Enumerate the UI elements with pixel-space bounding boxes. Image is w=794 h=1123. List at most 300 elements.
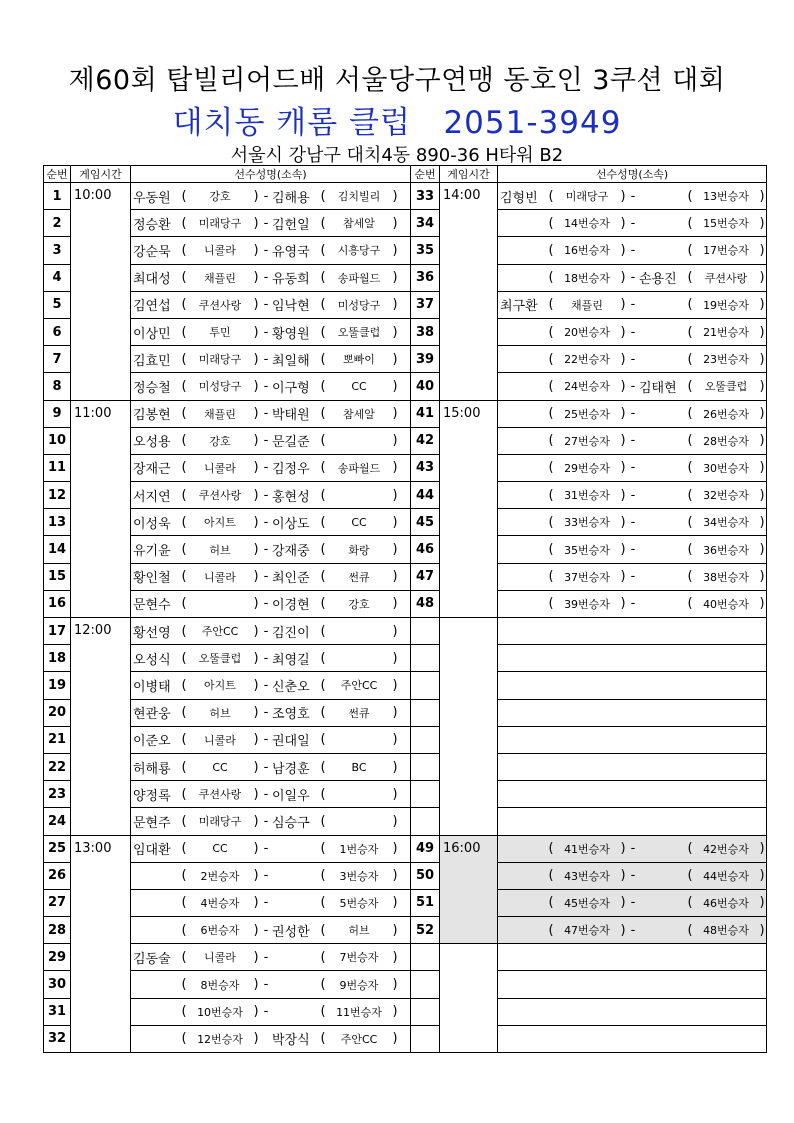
paren-open: ( xyxy=(181,433,187,449)
paren-open: ( xyxy=(320,324,326,340)
player1-club: 47번승자 xyxy=(564,924,610,938)
paren-open: ( xyxy=(548,487,554,503)
table-row xyxy=(411,400,767,427)
paren-open: ( xyxy=(687,596,693,612)
player1-name: 황선영 xyxy=(133,625,171,641)
player2-club: 주안CC xyxy=(340,679,378,693)
paren-open: ( xyxy=(320,215,326,231)
match-number: 27 xyxy=(44,889,71,916)
player-pair xyxy=(500,295,766,314)
paren-open: ( xyxy=(181,623,187,639)
vs-dash: - xyxy=(630,514,636,530)
header-time: 게임시간 xyxy=(71,166,131,183)
paren-close: ) xyxy=(253,705,259,721)
match-players xyxy=(498,264,767,291)
vs-dash: - xyxy=(263,324,269,340)
player1-club: 18번승자 xyxy=(564,271,610,285)
match-number: 49 xyxy=(411,835,440,862)
player2-name: 김진이 xyxy=(272,625,310,641)
player1-name: 이병태 xyxy=(133,679,171,695)
match-number: 32 xyxy=(44,1025,71,1052)
match-number: 43 xyxy=(411,454,440,481)
club-address: 서울시 강남구 대치4동 890-36 H타워 B2 xyxy=(230,145,564,166)
match-number: 11 xyxy=(44,454,71,481)
player1-name: 김연섭 xyxy=(133,299,171,315)
table-row xyxy=(44,835,411,862)
paren-close: ) xyxy=(392,1031,398,1047)
match-players xyxy=(498,971,767,998)
player-pair xyxy=(133,567,410,586)
match-players xyxy=(498,889,767,916)
paren-open: ( xyxy=(320,351,326,367)
player1-club: 미래당구 xyxy=(565,190,609,204)
paren-open: ( xyxy=(181,732,187,748)
vs-dash: - xyxy=(263,378,269,394)
paren-open: ( xyxy=(687,922,693,938)
player2-club: CC xyxy=(351,515,367,529)
paren-close: ) xyxy=(253,188,259,204)
player-pair xyxy=(133,676,410,695)
match-number: 35 xyxy=(411,237,440,264)
player-pair xyxy=(500,514,766,530)
player-pair xyxy=(133,540,410,559)
player2-club: 미성당구 xyxy=(337,298,381,312)
paren-close: ) xyxy=(392,977,398,993)
paren-open: ( xyxy=(181,406,187,422)
paren-open: ( xyxy=(320,732,326,748)
match-players xyxy=(498,210,767,237)
player1-club: 37번승자 xyxy=(564,570,610,584)
paren-close: ) xyxy=(759,460,765,476)
paren-open: ( xyxy=(320,650,326,666)
match-number: 13 xyxy=(44,509,71,536)
player1-club: 29번승자 xyxy=(564,461,610,475)
vs-dash: - xyxy=(630,841,636,857)
match-number: 10 xyxy=(44,427,71,454)
match-players xyxy=(131,237,411,264)
vs-dash: - xyxy=(263,542,269,558)
player-pair xyxy=(500,324,766,340)
club-name-phone: 대치동 캐롬 클럽 2051-3949 xyxy=(172,105,622,141)
paren-open: ( xyxy=(181,324,187,340)
paren-close: ) xyxy=(392,215,398,231)
match-players xyxy=(498,590,767,617)
paren-open: ( xyxy=(548,188,554,204)
player2-club: 참세알 xyxy=(343,407,375,421)
vs-dash: - xyxy=(263,242,269,258)
match-number: 15 xyxy=(44,563,71,590)
match-number: 52 xyxy=(411,917,440,944)
match-number: 2 xyxy=(44,210,71,237)
match-players xyxy=(498,400,767,427)
player2-name: 문길준 xyxy=(272,435,310,451)
paren-open: ( xyxy=(687,895,693,911)
match-number: 22 xyxy=(44,753,71,780)
match-number: 9 xyxy=(44,400,71,427)
player1-club: 니콜라 xyxy=(204,570,236,584)
player-pair xyxy=(133,377,410,396)
match-number: 30 xyxy=(44,971,71,998)
paren-open: ( xyxy=(181,868,187,884)
paren-close: ) xyxy=(759,242,765,258)
paren-close: ) xyxy=(253,215,259,231)
paren-close: ) xyxy=(253,895,259,911)
player-pair xyxy=(133,812,410,831)
match-number: 5 xyxy=(44,291,71,318)
table-row xyxy=(411,183,767,210)
match-players xyxy=(131,753,411,780)
header-num: 순번 xyxy=(44,166,71,183)
player1-name: 정승환 xyxy=(133,217,171,233)
paren-close: ) xyxy=(759,406,765,422)
vs-dash: - xyxy=(630,569,636,585)
player2-club: 15번승자 xyxy=(703,217,749,231)
player2-club: 48번승자 xyxy=(703,924,749,938)
paren-open: ( xyxy=(548,433,554,449)
player1-club: 8번승자 xyxy=(200,978,240,992)
player2-name: 손용진 xyxy=(639,272,677,288)
match-number: 3 xyxy=(44,237,71,264)
match-players xyxy=(498,862,767,889)
player2-name: 김정우 xyxy=(272,462,310,478)
match-number xyxy=(411,1025,440,1052)
paren-open: ( xyxy=(320,895,326,911)
player1-club: 쿠션사랑 xyxy=(198,489,242,503)
paren-open: ( xyxy=(548,868,554,884)
player-pair xyxy=(133,431,410,450)
player2-club: 1번승자 xyxy=(339,842,379,856)
player1-name: 오성용 xyxy=(133,435,171,451)
player-pair xyxy=(500,542,766,558)
match-number xyxy=(411,726,440,753)
match-number: 37 xyxy=(411,291,440,318)
paren-close: ) xyxy=(620,297,626,313)
match-players xyxy=(498,753,767,780)
player2-club: CC xyxy=(351,379,367,393)
paren-open: ( xyxy=(687,460,693,476)
player1-club: 4번승자 xyxy=(200,896,240,910)
player-pair xyxy=(133,649,410,668)
match-number: 45 xyxy=(411,509,440,536)
player1-name: 임대환 xyxy=(133,843,171,859)
paren-open: ( xyxy=(687,841,693,857)
player1-club: 미성당구 xyxy=(198,380,242,394)
table-row xyxy=(411,835,767,862)
paren-close: ) xyxy=(253,297,259,313)
vs-dash: - xyxy=(630,378,636,394)
player2-club: 화랑 xyxy=(348,543,370,557)
paren-open: ( xyxy=(181,677,187,693)
paren-open: ( xyxy=(687,351,693,367)
paren-open: ( xyxy=(320,487,326,503)
player2-name: 유동희 xyxy=(272,272,310,288)
vs-dash: - xyxy=(263,732,269,748)
paren-open: ( xyxy=(548,569,554,585)
match-players xyxy=(131,944,411,971)
player2-club: 30번승자 xyxy=(703,461,749,475)
header-players: 선수성명(소속) xyxy=(498,166,767,183)
paren-close: ) xyxy=(392,433,398,449)
vs-dash: - xyxy=(263,487,269,503)
player2-club: 허브 xyxy=(348,924,370,938)
match-number: 26 xyxy=(44,862,71,889)
player1-club: 43번승자 xyxy=(564,869,610,883)
paren-open: ( xyxy=(320,188,326,204)
vs-dash: - xyxy=(630,215,636,231)
paren-open: ( xyxy=(181,922,187,938)
player1-club: 쿠션사랑 xyxy=(198,298,242,312)
player1-name: 오성식 xyxy=(133,652,171,668)
match-players xyxy=(131,889,411,916)
match-players xyxy=(131,835,411,862)
player1-name: 서지연 xyxy=(133,489,171,505)
match-players xyxy=(498,536,767,563)
player1-name: 문현수 xyxy=(133,598,171,614)
paren-close: ) xyxy=(253,786,259,802)
paren-close: ) xyxy=(392,569,398,585)
paren-open: ( xyxy=(687,297,693,313)
match-number xyxy=(411,781,440,808)
paren-close: ) xyxy=(392,542,398,558)
player2-name: 황영원 xyxy=(272,326,310,342)
match-number: 4 xyxy=(44,264,71,291)
paren-close: ) xyxy=(392,270,398,286)
match-players xyxy=(131,971,411,998)
match-players xyxy=(131,183,411,210)
paren-close: ) xyxy=(392,705,398,721)
player1-club: 아지트 xyxy=(204,679,236,693)
match-number xyxy=(411,998,440,1025)
player1-club: 채플린 xyxy=(204,271,236,285)
player-pair xyxy=(133,350,410,369)
paren-close: ) xyxy=(253,732,259,748)
match-players xyxy=(498,808,767,835)
paren-open: ( xyxy=(548,841,554,857)
match-players xyxy=(131,590,411,617)
paren-close: ) xyxy=(620,188,626,204)
paren-open: ( xyxy=(320,623,326,639)
paren-open: ( xyxy=(181,650,187,666)
player-pair xyxy=(500,215,766,231)
player2-club: 5번승자 xyxy=(339,896,379,910)
paren-open: ( xyxy=(181,813,187,829)
paren-open: ( xyxy=(181,895,187,911)
match-players xyxy=(498,781,767,808)
player-pair xyxy=(500,868,766,884)
player1-club: 16번승자 xyxy=(564,244,610,258)
match-number xyxy=(411,753,440,780)
paren-open: ( xyxy=(320,542,326,558)
paren-close: ) xyxy=(759,487,765,503)
paren-open: ( xyxy=(181,351,187,367)
match-number: 46 xyxy=(411,536,440,563)
player1-club: 투민 xyxy=(209,326,231,340)
player-pair xyxy=(500,596,766,612)
vs-dash: - xyxy=(263,677,269,693)
paren-close: ) xyxy=(253,650,259,666)
match-players xyxy=(131,509,411,536)
table-row xyxy=(44,183,411,210)
paren-close: ) xyxy=(253,841,259,857)
paren-open: ( xyxy=(181,1004,187,1020)
match-players xyxy=(131,400,411,427)
paren-open: ( xyxy=(687,215,693,231)
player1-club: 22번승자 xyxy=(564,353,610,367)
paren-open: ( xyxy=(181,242,187,258)
match-players xyxy=(498,183,767,210)
vs-dash: - xyxy=(630,297,636,313)
player-pair xyxy=(133,622,410,641)
header-row xyxy=(44,166,411,183)
player2-name: 유영국 xyxy=(272,244,310,260)
match-players xyxy=(498,427,767,454)
paren-open: ( xyxy=(181,460,187,476)
match-players xyxy=(131,210,411,237)
player1-club: 미래당구 xyxy=(198,815,242,829)
paren-open: ( xyxy=(320,569,326,585)
player1-name: 유기윤 xyxy=(133,544,171,560)
player-pair xyxy=(500,377,766,396)
player1-club: 채플린 xyxy=(571,298,603,312)
player1-club: 6번승자 xyxy=(200,924,240,938)
player1-club: 니콜라 xyxy=(204,951,236,965)
vs-dash: - xyxy=(630,270,636,286)
match-number: 44 xyxy=(411,482,440,509)
player2-club: BC xyxy=(351,760,367,774)
player2-club: 송파월드 xyxy=(337,461,381,475)
player1-club: 미래당구 xyxy=(198,353,242,367)
player1-club: 12번승자 xyxy=(197,1032,243,1046)
player1-club: 허브 xyxy=(209,543,231,557)
paren-close: ) xyxy=(253,1004,259,1020)
paren-close: ) xyxy=(759,433,765,449)
match-players xyxy=(131,618,411,645)
vs-dash: - xyxy=(630,895,636,911)
paren-close: ) xyxy=(759,922,765,938)
vs-dash: - xyxy=(630,922,636,938)
vs-dash: - xyxy=(263,813,269,829)
match-number: 6 xyxy=(44,318,71,345)
player-pair xyxy=(500,487,766,503)
paren-close: ) xyxy=(253,487,259,503)
paren-open: ( xyxy=(687,270,693,286)
player1-name: 최구환 xyxy=(500,299,538,315)
match-players xyxy=(498,373,767,400)
player-pair xyxy=(133,758,410,777)
match-number xyxy=(411,944,440,971)
player-pair xyxy=(133,214,410,233)
paren-open: ( xyxy=(687,514,693,530)
match-players xyxy=(498,291,767,318)
player-pair xyxy=(133,921,410,940)
game-time-empty xyxy=(440,944,498,1053)
player2-club: 9번승자 xyxy=(339,978,379,992)
paren-close: ) xyxy=(620,460,626,476)
vs-dash: - xyxy=(263,215,269,231)
match-number: 36 xyxy=(411,264,440,291)
paren-close: ) xyxy=(620,324,626,340)
paren-open: ( xyxy=(181,188,187,204)
paren-close: ) xyxy=(620,406,626,422)
player1-name: 김동술 xyxy=(133,951,171,967)
vs-dash: - xyxy=(263,922,269,938)
paren-open: ( xyxy=(181,378,187,394)
player1-club: 쿠션사랑 xyxy=(198,788,242,802)
match-players xyxy=(131,998,411,1025)
match-players xyxy=(498,998,767,1025)
match-number: 34 xyxy=(411,210,440,237)
vs-dash: - xyxy=(263,270,269,286)
paren-open: ( xyxy=(548,270,554,286)
player-pair xyxy=(500,242,766,258)
match-players xyxy=(131,808,411,835)
match-players xyxy=(498,346,767,373)
paren-close: ) xyxy=(759,542,765,558)
player2-name: 신춘오 xyxy=(272,679,310,695)
match-players xyxy=(131,454,411,481)
paren-close: ) xyxy=(253,596,259,612)
match-players xyxy=(498,618,767,645)
match-players xyxy=(131,427,411,454)
match-number: 17 xyxy=(44,618,71,645)
paren-open: ( xyxy=(548,324,554,340)
table-row xyxy=(44,618,411,645)
paren-close: ) xyxy=(620,378,626,394)
match-players xyxy=(131,672,411,699)
player-pair xyxy=(133,948,410,967)
paren-close: ) xyxy=(392,188,398,204)
match-players xyxy=(498,454,767,481)
paren-close: ) xyxy=(620,841,626,857)
vs-dash: - xyxy=(263,868,269,884)
match-number: 24 xyxy=(44,808,71,835)
match-players xyxy=(131,536,411,563)
match-players xyxy=(131,726,411,753)
match-players xyxy=(131,482,411,509)
paren-open: ( xyxy=(548,406,554,422)
player-pair xyxy=(133,785,410,804)
paren-close: ) xyxy=(253,514,259,530)
match-players xyxy=(131,917,411,944)
paren-close: ) xyxy=(392,650,398,666)
paren-close: ) xyxy=(253,868,259,884)
match-number: 48 xyxy=(411,590,440,617)
match-players xyxy=(498,509,767,536)
player1-name: 이준오 xyxy=(133,734,171,750)
match-number xyxy=(411,699,440,726)
vs-dash: - xyxy=(263,786,269,802)
paren-close: ) xyxy=(253,406,259,422)
paren-close: ) xyxy=(620,242,626,258)
paren-open: ( xyxy=(548,596,554,612)
match-players xyxy=(498,237,767,264)
paren-open: ( xyxy=(181,949,187,965)
paren-close: ) xyxy=(620,514,626,530)
player2-club: 26번승자 xyxy=(703,407,749,421)
player2-club: 3번승자 xyxy=(339,869,379,883)
paren-close: ) xyxy=(759,324,765,340)
paren-open: ( xyxy=(320,514,326,530)
paren-close: ) xyxy=(759,841,765,857)
paren-close: ) xyxy=(392,487,398,503)
match-players xyxy=(131,318,411,345)
paren-close: ) xyxy=(620,433,626,449)
match-players xyxy=(131,563,411,590)
paren-open: ( xyxy=(320,841,326,857)
player2-club: 쿠션사랑 xyxy=(704,271,748,285)
paren-close: ) xyxy=(759,596,765,612)
player1-club: 20번승자 xyxy=(564,326,610,340)
